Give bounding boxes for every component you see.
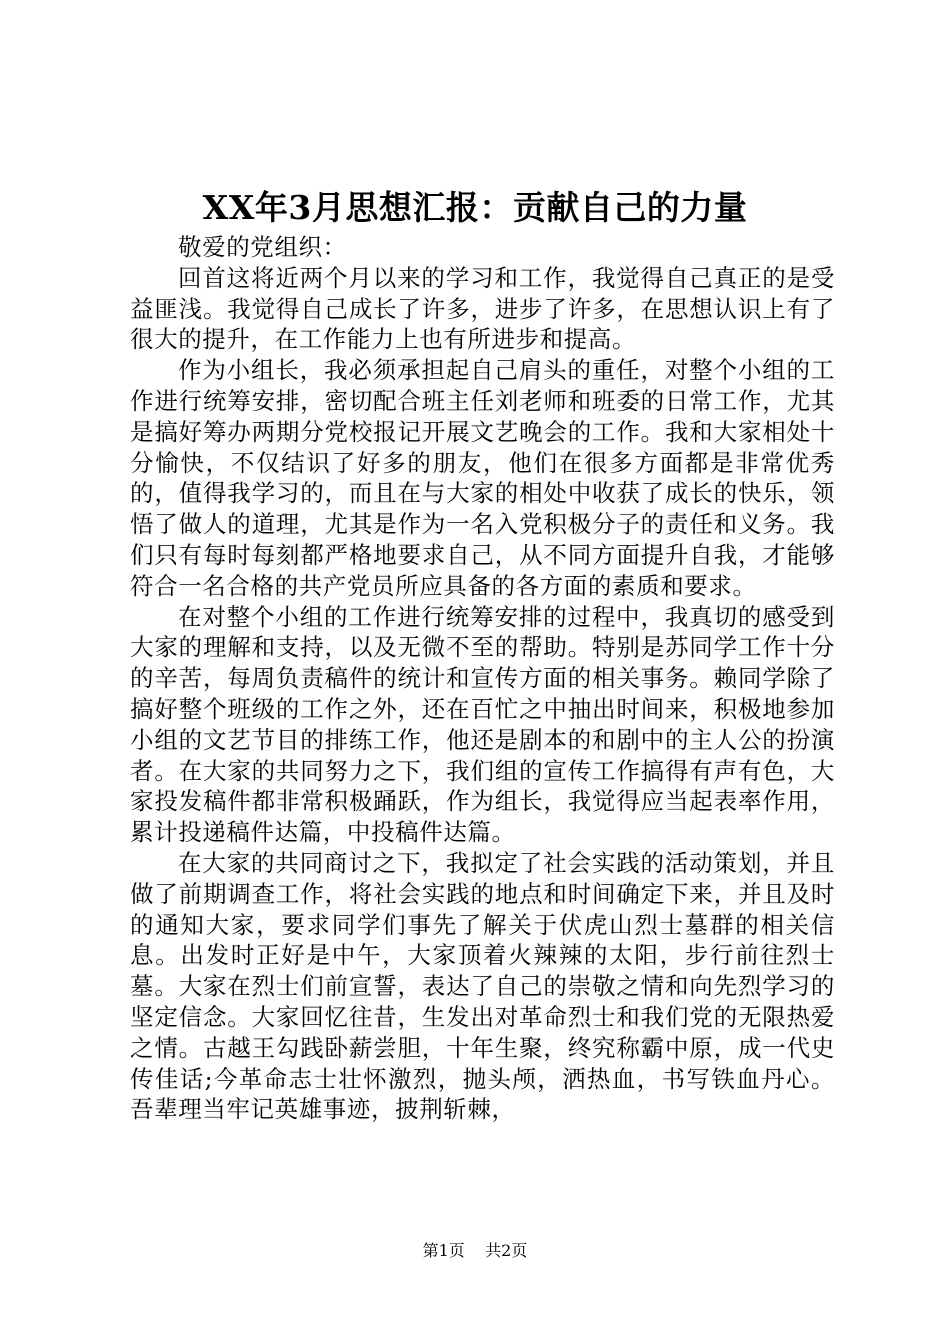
paragraph-3: 在对整个小组的工作进行统筹安排的过程中，我真切的感受到大家的理解和支持，以及无微不至的帮助。特别是苏同学工作十分的辛苦，每周负责稿件的统计和宣传方面的相关事务。赖同学除了搞好整个班级的工作之外，还在百忙之中抽出时间来，积极地参加小组的文艺节目的排练工作，他还是剧本的和剧中的主人公的扮演者。在大家的共同努力之下，我们组的宣传工作搞得有声有色，大家投发稿件都非常积极踊跃，作为组长，我觉得应当起表率作用，累计投递稿件达篇，中投稿件达篇。 [130,602,835,847]
page-spacer [470,1240,480,1262]
page-number: 第1页 [422,1241,465,1260]
page-footer [0,1240,950,1262]
paragraph-4: 在大家的共同商讨之下，我拟定了社会实践的活动策划，并且做了前期调查工作，将社会实践的地点和时间确定下来，并且及时的通知大家，要求同学们事先了解关于伏虎山烈士墓群的相关信息。出发时正好是中午，大家顶着火辣辣的太阳，步行前往烈士墓。大家在烈士们前宣誓，表达了自己的崇敬之情和向先烈学习的坚定信念。大家回忆往昔，生发出对革命烈士和我们党的无限热爱之情。古越王勾践卧薪尝胆，十年生聚，终究称霸中原，成一代史传佳话;今革命志士壮怀激烈，抛头颅，洒热血，书写铁血丹心。吾辈理当牢记英雄事迹，披荆斩棘， [130,848,835,1124]
document-body [130,232,835,1125]
paragraph-2: 作为小组长，我必须承担起自己肩头的重任，对整个小组的工作进行统筹安排，密切配合班主任刘老师和班委的日常工作，尤其是搞好筹办两期分党校报记开展文艺晚会的工作。我和大家相处十分愉快，不仅结识了好多的朋友，他们在很多方面都是非常优秀的，值得我学习的，而且在与大家的相处中收获了成长的快乐，领悟了做人的道理，尤其是作为一名入党积极分子的责任和义务。我们只有每时每刻都严格地要求自己，从不同方面提升自我，才能够符合一名合格的共产党员所应具备的各方面的素质和要求。 [130,356,835,600]
paragraph-1: 回首这将近两个月以来的学习和工作，我觉得自己真正的是受益匪浅。我觉得自己成长了许多，进步了许多，在思想认识上有了很大的提升，在工作能力上也有所进步和提高。 [130,263,835,354]
document-title: XX年3月思想汇报：贡献自己的力量 [202,188,748,227]
salutation: 敬爱的党组织： [178,233,347,261]
page-total: 共2页 [485,1241,528,1260]
